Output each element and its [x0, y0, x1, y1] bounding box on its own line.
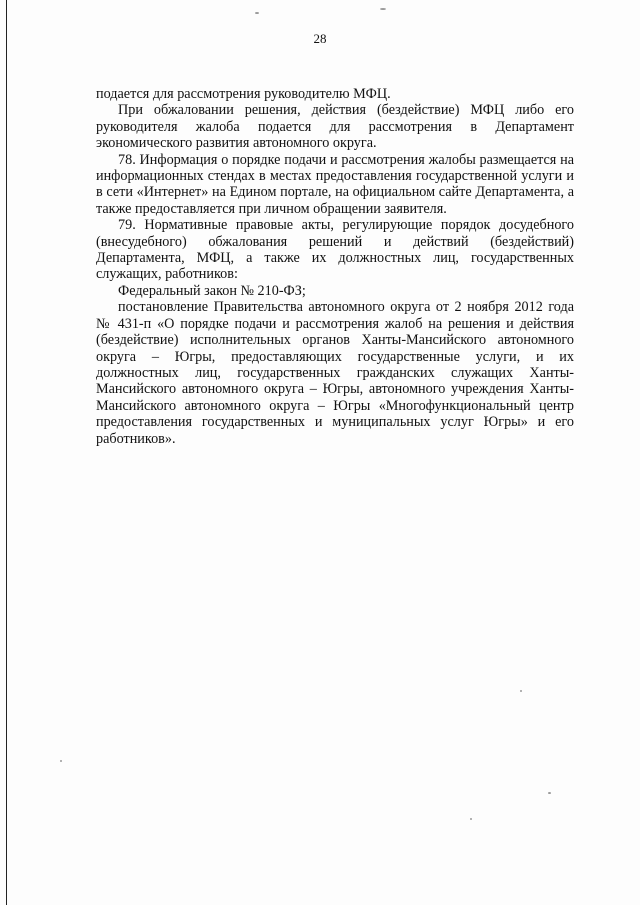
scan-speck — [380, 8, 386, 10]
scan-speck — [520, 690, 522, 692]
paragraph-appeal-mfc: При обжаловании решения, действия (бездействие) МФЦ либо его руководителя жалоба подается для рассмотрения в Департамент экономического развития автономного округа. — [96, 102, 574, 152]
paragraph-continuation: подается для рассмотрения руководителю МФЦ. — [96, 86, 391, 102]
document-body — [96, 86, 574, 447]
paragraph-79: 79. Нормативные правовые акты, регулирующие порядок досудебного (внесудебного) обжалования решений и действий (бездействий) Департамента, МФЦ, а также их должностных лиц, государственных служащих, работников: — [96, 217, 574, 283]
paragraph-federal-law: Федеральный закон № 210-ФЗ; — [118, 282, 306, 299]
page-number: 28 — [313, 31, 327, 46]
paragraph-78: 78. Информация о порядке подачи и рассмотрения жалобы размещается на информационных стендах в местах предоставления государственной услуги и в сети «Интернет» на Едином портале, на официальном сайте Департамента, а также предоставляется при личном обращении заявителя. — [96, 151, 574, 217]
paragraph-resolution: постановление Правительства автономного округа от 2 ноября 2012 года № 431-п «О порядке подачи и рассмотрения жалоб на решения и действия (бездействие) исполнительных органов Ханты-Мансийского автономного округа – Югры, предоставляющих государственные услуги, и их должностных лиц, государственных гражданских служащих Ханты-Мансийского автономного округа – Югры, автономного учреждения Ханты-Мансийского автономного округа – Югры «Многофункциональный центр предоставления государственных и муниципальных услуг Югры» и его работников». — [96, 299, 574, 447]
scan-speck — [60, 760, 62, 762]
scan-speck — [470, 818, 472, 820]
scan-speck — [255, 12, 259, 14]
scan-speck — [548, 792, 551, 794]
scan-edge-line — [6, 0, 7, 905]
